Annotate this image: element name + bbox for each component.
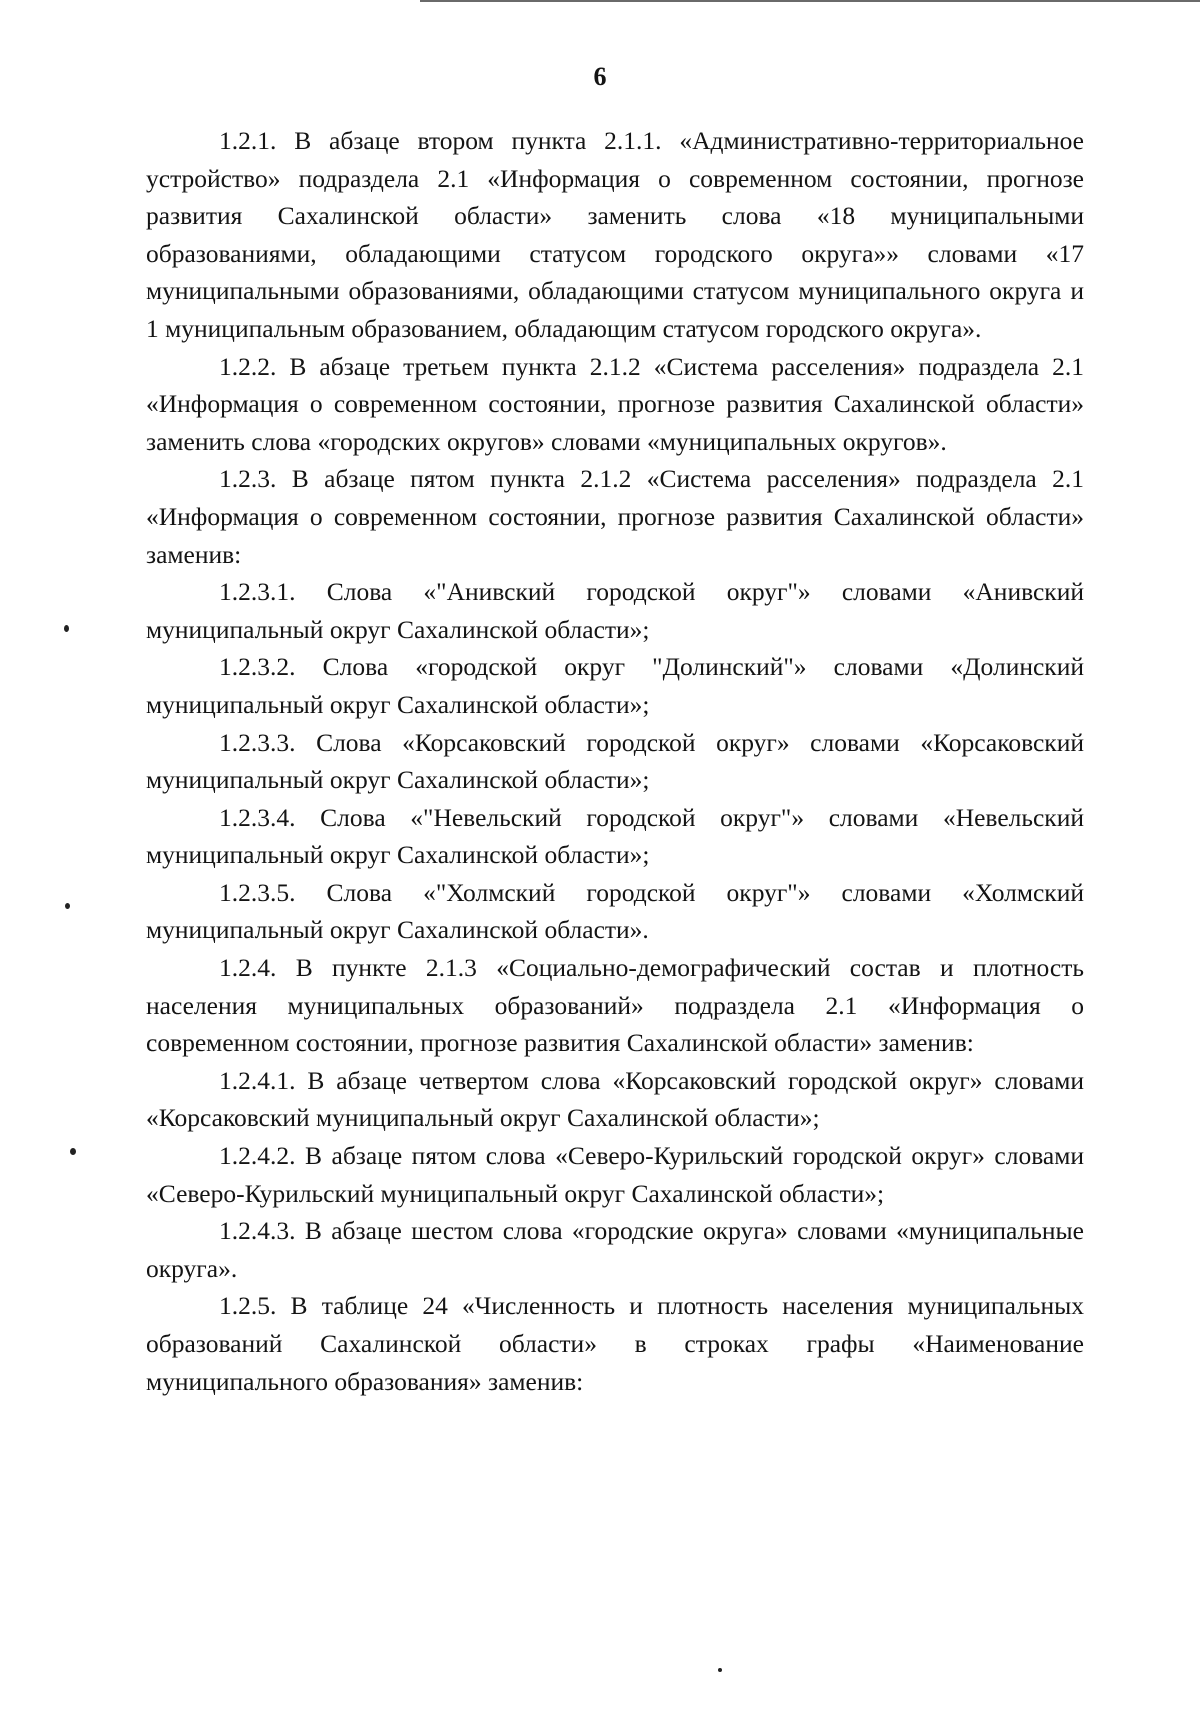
paragraph-1-2-3-2: 1.2.3.2. Слова «городской округ "Долинский"» словами «Долинский муниципальный округ Сахалинской области»; <box>146 652 1084 719</box>
paragraph-1-2-3-3: 1.2.3.3. Слова «Корсаковский городской округ» словами «Корсаковский муниципальный округ Сахалинской области»; <box>146 727 1084 795</box>
page-number: 6 <box>593 62 607 91</box>
scan-speck <box>70 1148 76 1155</box>
scan-speck <box>65 903 70 909</box>
top-edge-line <box>420 0 1200 2</box>
paragraph-1-2-4: 1.2.4. В пункте 2.1.3 «Социально-демографический состав и плотность населения муниципальных образований» подраздела 2.1 «Информация о современном состоянии, прогнозе развития Сахалинской области» заменив: <box>146 953 1084 1058</box>
scan-speck <box>64 625 69 632</box>
paragraph-1-2-3-4: 1.2.3.4. Слова «"Невельский городской округ"» словами «Невельский муниципальный округ Сахалинской области»; <box>146 802 1084 870</box>
paragraph-1-2-4-1: 1.2.4.1. В абзаце четвертом слова «Корсаковский городской округ» словами «Корсаковский муниципальный округ Сахалинской области»; <box>146 1065 1084 1133</box>
scan-speck <box>718 1668 722 1672</box>
paragraph-1-2-3: 1.2.3. В абзаце пятом пункта 2.1.2 «Система расселения» подраздела 2.1 «Информация о современном состоянии, прогнозе развития Сахалинской области» заменив: <box>146 464 1084 569</box>
paragraph-1-2-5: 1.2.5. В таблице 24 «Численность и плотность населения муниципальных образований Сахалинской области» в строках графы «Наименование муниципального образования» заменив: <box>146 1291 1084 1396</box>
paragraph-1-2-3-5: 1.2.3.5. Слова «"Холмский городской округ"» словами «Холмский муниципальный округ Сахалинской области». <box>146 877 1084 945</box>
paragraph-1-2-1: 1.2.1. В абзаце втором пункта 2.1.1. «Административно-территориальное устройство» подраздела 2.1 «Информация о современном состоянии, прогнозе развития Сахалинской области» заменить слова «18 муниципальными образованиями, обладающими статусом городского округа»» словами «17 муниципальными образованиями, обладающими статусом муниципального округа и 1 муниципальным образованием, обладающим статусом городского округа». <box>146 126 1084 343</box>
paragraph-1-2-4-2: 1.2.4.2. В абзаце пятом слова «Северо-Курильский городской округ» словами «Северо-Курильский муниципальный округ Сахалинской области»; <box>146 1141 1084 1208</box>
paragraph-1-2-3-1: 1.2.3.1. Слова «"Анивский городской округ"» словами «Анивский муниципальный округ Сахалинской области»; <box>146 577 1084 644</box>
paragraph-1-2-4-3: 1.2.4.3. В абзаце шестом слова «городские округа» словами «муниципальные округа». <box>146 1216 1084 1283</box>
paragraph-1-2-2: 1.2.2. В абзаце третьем пункта 2.1.2 «Система расселения» подраздела 2.1 «Информация о современном состоянии, прогнозе развития Сахалинской области» заменить слова «городских округов» словами «муниципальных округов». <box>146 351 1084 456</box>
document-body <box>146 122 1084 1400</box>
